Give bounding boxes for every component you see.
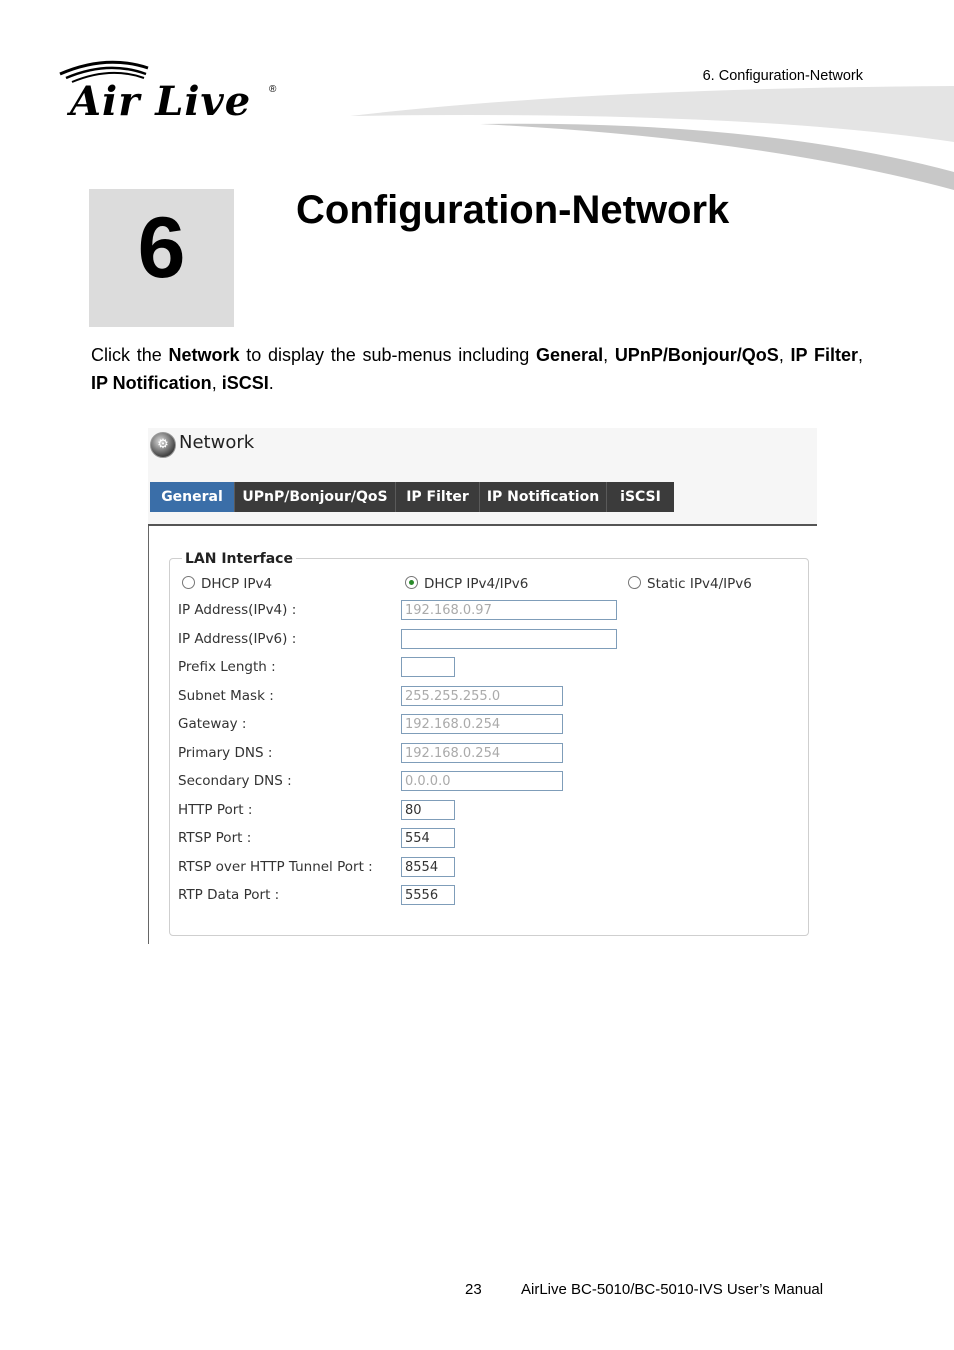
ipv4-address-label: IP Address(IPv4) : xyxy=(178,602,297,618)
prefix-length-input[interactable] xyxy=(401,657,455,677)
subnet-mask-label: Subnet Mask : xyxy=(178,688,274,704)
tab-upnp-bonjour-qos[interactable]: UPnP/Bonjour/QoS xyxy=(235,482,396,512)
ipv4-address-input[interactable]: 192.168.0.97 xyxy=(401,600,617,620)
tab-ip-filter[interactable]: IP Filter xyxy=(396,482,480,512)
rtsp-port-input[interactable]: 554 xyxy=(401,828,455,848)
ipv6-address-input[interactable] xyxy=(401,629,617,649)
network-tab-bar xyxy=(150,482,674,512)
rtsp-port-label: RTSP Port : xyxy=(178,830,252,846)
logo-text: Air Live xyxy=(70,78,252,125)
gateway-label: Gateway : xyxy=(178,716,247,732)
prefix-length-label: Prefix Length : xyxy=(178,659,276,675)
chapter-title: Configuration-Network xyxy=(296,188,730,232)
subnet-mask-input[interactable]: 255.255.255.0 xyxy=(401,686,563,706)
rtp-data-port-label: RTP Data Port : xyxy=(178,887,280,903)
gateway-input[interactable]: 192.168.0.254 xyxy=(401,714,563,734)
primary-dns-input[interactable]: 192.168.0.254 xyxy=(401,743,563,763)
radio-checked-icon xyxy=(405,576,418,589)
primary-dns-label: Primary DNS : xyxy=(178,745,273,761)
secondary-dns-input[interactable]: 0.0.0.0 xyxy=(401,771,563,791)
tab-general[interactable]: General xyxy=(150,482,235,512)
intro-paragraph: Click the Network to display the sub-menus including General, UPnP/Bonjour/QoS, IP Filter, IP Notification, iSCSI. xyxy=(91,345,863,393)
http-port-label: HTTP Port : xyxy=(178,802,253,818)
header-swoosh-decoration xyxy=(340,80,954,195)
network-icon: ⚙ xyxy=(150,432,176,458)
network-config-screenshot xyxy=(148,428,817,944)
airlive-logo xyxy=(56,56,286,126)
ipv6-address-label: IP Address(IPv6) : xyxy=(178,631,297,647)
radio-dhcp-ipv4-ipv6[interactable]: DHCP IPv4/IPv6 xyxy=(405,576,528,592)
radio-unchecked-icon xyxy=(628,576,641,589)
secondary-dns-label: Secondary DNS : xyxy=(178,773,292,789)
tab-ip-notification[interactable]: IP Notification xyxy=(480,482,607,512)
rtsp-http-tunnel-port-label: RTSP over HTTP Tunnel Port : xyxy=(178,859,373,875)
logo-registered-mark: ® xyxy=(269,84,277,95)
header-section-title: 6. Configuration-Network xyxy=(702,68,863,84)
chapter-number-box: 6 xyxy=(89,189,234,327)
http-port-input[interactable]: 80 xyxy=(401,800,455,820)
tab-iscsi[interactable]: iSCSI xyxy=(620,489,661,505)
footer-manual-title: AirLive BC-5010/BC-5010-IVS User’s Manual xyxy=(521,1281,824,1298)
radio-dhcp-ipv4[interactable]: DHCP IPv4 xyxy=(182,576,272,592)
network-page-title: Network xyxy=(179,432,255,453)
footer-page-number: 23 xyxy=(465,1281,482,1298)
radio-unchecked-icon xyxy=(182,576,195,589)
rtp-data-port-input[interactable]: 5556 xyxy=(401,885,455,905)
lan-interface-legend: LAN Interface xyxy=(182,551,296,567)
rtsp-http-tunnel-port-input[interactable]: 8554 xyxy=(401,857,455,877)
radio-static-ipv4-ipv6[interactable]: Static IPv4/IPv6 xyxy=(628,576,752,592)
